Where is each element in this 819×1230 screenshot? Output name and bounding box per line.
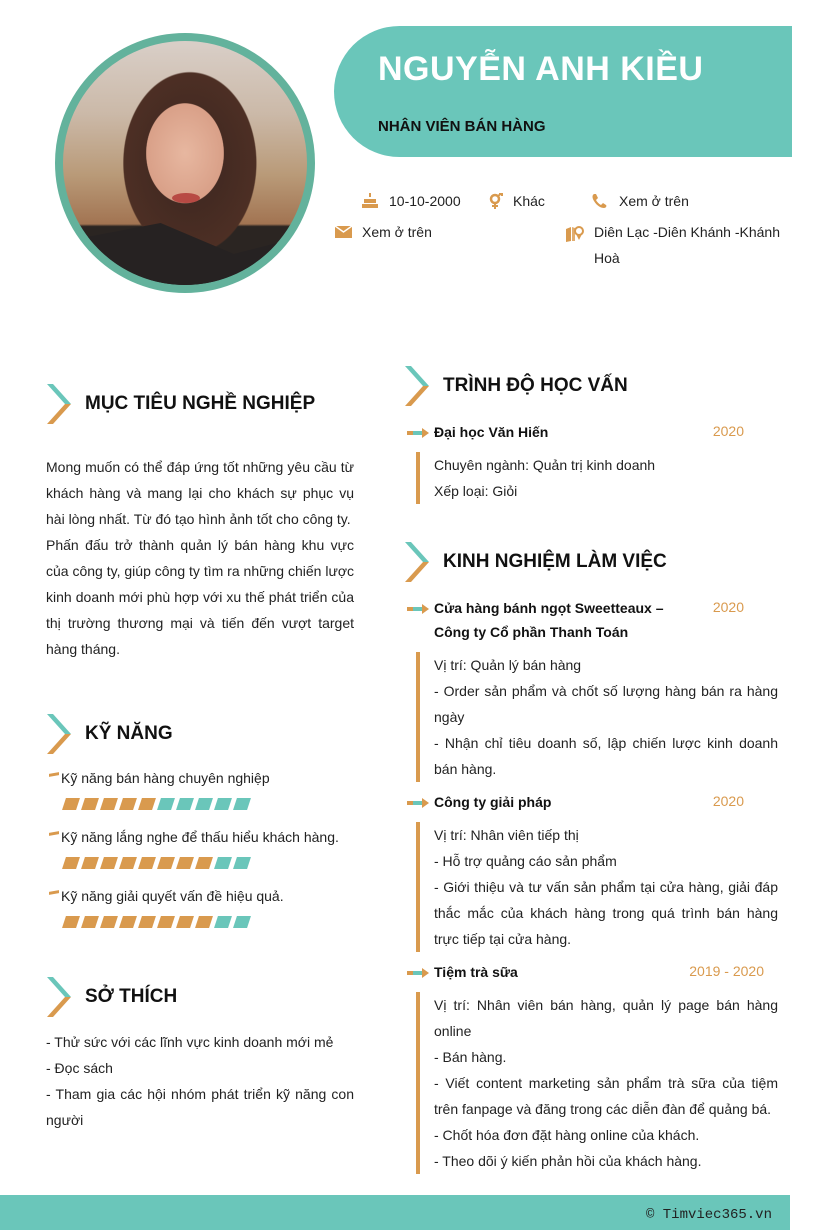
experience-detail-line: - Bán hàng. <box>434 1049 507 1065</box>
phone-icon <box>591 193 609 209</box>
skill-item <box>46 770 356 810</box>
skill-bar-segment <box>214 916 232 928</box>
chevron-right-icon <box>405 366 429 406</box>
job-title: NHÂN VIÊN BÁN HÀNG <box>378 118 546 135</box>
avatar-detail <box>172 193 200 203</box>
section-title: TRÌNH ĐỘ HỌC VẤN <box>443 375 628 396</box>
hobby-item: - Tham gia các hội nhóm phát triển kỹ năng con người <box>46 1086 354 1128</box>
section-title: KINH NGHIỆM LÀM VIỆC <box>443 551 667 572</box>
hobby-item: - Đọc sách <box>46 1060 113 1076</box>
skill-bar-segment <box>119 857 137 869</box>
skill-item <box>46 829 356 869</box>
skill-bar-segment <box>195 857 213 869</box>
skill-bar-segment <box>176 916 194 928</box>
experience-year: 2020 <box>712 793 744 809</box>
experience-year: 2020 <box>712 599 744 615</box>
avatar <box>55 33 315 293</box>
address-line-1: Diên Lạc -Diên Khánh -Khánh <box>594 224 781 240</box>
section-title: MỤC TIÊU NGHỀ NGHIỆP <box>85 393 316 414</box>
address-line-2: Hoà <box>594 250 620 266</box>
skill-bar-segment <box>138 857 156 869</box>
skill-bar-segment <box>233 916 251 928</box>
skill-rating-bar <box>64 857 356 869</box>
experience-detail-line: - Viết content marketing sản phẩm trà sữa của tiệm trên fanpage và đăng trong các diễn đàn để quảng bá. <box>434 1075 778 1117</box>
skill-bar-segment <box>176 798 194 810</box>
skill-bar-segment <box>233 857 251 869</box>
chevron-right-icon <box>47 714 71 754</box>
skill-name: Kỹ năng lắng nghe để thấu hiểu khách hàng. <box>46 829 356 845</box>
section-title: KỸ NĂNG <box>85 723 173 744</box>
skill-bar-segment <box>157 798 175 810</box>
chevron-right-icon <box>405 542 429 582</box>
skill-bar-segment <box>195 798 213 810</box>
contact-address <box>566 219 780 271</box>
skill-bar-segment <box>81 916 99 928</box>
skill-bar-segment <box>119 916 137 928</box>
experience-detail-line: Vị trí: Nhân viên bán hàng, quản lý page bán hàng online <box>434 997 778 1039</box>
experience-detail-line: - Theo dõi ý kiến phản hồi của khách hàng. <box>434 1153 702 1169</box>
experience-details <box>416 992 778 1174</box>
skill-bar-segment <box>138 916 156 928</box>
phone-value: Xem ở trên <box>619 193 689 209</box>
arrow-right-icon <box>407 428 429 438</box>
contact-birthday <box>361 193 461 209</box>
education-year: 2020 <box>712 423 744 439</box>
gender-value: Khác <box>513 193 545 209</box>
education-detail-line: Xếp loại: Giỏi <box>434 483 518 499</box>
section-heading-objective <box>47 384 315 424</box>
arrow-right-icon <box>407 798 429 808</box>
chevron-right-icon <box>47 384 71 424</box>
skill-item <box>46 888 356 928</box>
experience-details <box>416 652 778 782</box>
experience-detail-line: Vị trí: Quản lý bán hàng <box>434 657 582 673</box>
section-heading-education <box>405 366 628 406</box>
skill-name: Kỹ năng bán hàng chuyên nghiệp <box>46 770 356 786</box>
birthday-cake-icon <box>361 193 379 209</box>
copyright-text: © Timviec365.vn <box>645 1207 772 1223</box>
skill-bar-segment <box>62 916 80 928</box>
skill-bar-segment <box>62 857 80 869</box>
skill-bar-segment <box>100 916 118 928</box>
skill-bar-segment <box>214 798 232 810</box>
experience-detail-line: - Nhận chỉ tiêu doanh số, lập chiến lược kinh doanh bán hàng. <box>434 735 778 777</box>
experience-entry <box>407 793 778 952</box>
objective-paragraph: Phấn đấu trở thành quản lý bán hàng khu vực của công ty, giúp công ty tìm ra những chiến lược kinh doanh mới phù hợp với xu thế phát triển của thị trường thương mại và tiến đến vượt target hàng tháng. <box>46 537 354 657</box>
contact-email <box>335 224 432 240</box>
objective-text <box>46 454 354 662</box>
header-band <box>334 26 792 157</box>
company-name: Tiệm trà sữa <box>434 964 518 980</box>
hobby-item: - Thử sức với các lĩnh vực kinh doanh mới mẻ <box>46 1034 334 1050</box>
skill-bar-segment <box>81 798 99 810</box>
experience-entry <box>407 963 778 1174</box>
skill-bar-segment <box>157 916 175 928</box>
education-entry <box>407 424 772 504</box>
email-value: Xem ở trên <box>362 224 432 240</box>
candidate-name: NGUYỄN ANH KIỀU <box>378 50 704 88</box>
email-icon <box>335 225 352 237</box>
skill-bar-segment <box>157 857 175 869</box>
skill-bar-segment <box>100 857 118 869</box>
skill-bar-segment <box>233 798 251 810</box>
birthday-value: 10-10-2000 <box>389 193 461 209</box>
skill-bar-segment <box>214 857 232 869</box>
skill-bar-segment <box>119 798 137 810</box>
skill-rating-bar <box>64 916 356 928</box>
experience-details <box>416 822 778 952</box>
section-heading-experience <box>405 542 667 582</box>
experience-detail-line: - Giới thiệu và tư vấn sản phẩm tại cửa hàng, giải đáp thắc mắc của khách hàng trong quá trình bán hàng trực tiếp tại cửa hàng. <box>434 879 778 947</box>
skill-bar-segment <box>81 857 99 869</box>
contact-gender <box>489 193 545 209</box>
experience-entry <box>407 599 778 782</box>
experience-year: 2019 - 2020 <box>689 963 764 979</box>
section-title: SỞ THÍCH <box>85 986 178 1007</box>
experience-detail-line: - Order sản phẩm và chốt số lượng hàng bán ra hàng ngày <box>434 683 778 725</box>
footer-bar <box>0 1195 790 1230</box>
avatar-detail <box>63 223 307 285</box>
section-heading-skills <box>47 714 173 754</box>
skill-bar-segment <box>195 916 213 928</box>
education-detail-line: Chuyên ngành: Quản trị kinh doanh <box>434 457 656 473</box>
skill-bar-segment <box>176 857 194 869</box>
skill-bar-segment <box>138 798 156 810</box>
map-pin-icon <box>566 224 584 240</box>
hobbies-list <box>46 1029 354 1133</box>
arrow-right-icon <box>407 604 429 614</box>
experience-detail-line: Vị trí: Nhân viên tiếp thị <box>434 827 579 843</box>
chevron-right-icon <box>47 977 71 1017</box>
experience-detail-line: - Hỗ trợ quảng cáo sản phẩm <box>434 853 617 869</box>
company-name: Công ty giải pháp <box>434 794 552 810</box>
experience-detail-line: - Chốt hóa đơn đặt hàng online của khách. <box>434 1127 700 1143</box>
skill-bar-segment <box>62 798 80 810</box>
address-value <box>594 219 780 271</box>
school-name: Đại học Văn Hiến <box>434 424 549 440</box>
objective-paragraph: Mong muốn có thể đáp ứng tốt những yêu cầu từ khách hàng và mang lại cho khách sự phục vụ hài lòng nhất. Từ đó tạo hình ảnh tốt cho công ty. <box>46 459 354 527</box>
contact-phone <box>591 193 689 209</box>
arrow-right-icon <box>407 968 429 978</box>
gender-icon <box>489 193 503 209</box>
education-details <box>416 452 778 504</box>
section-heading-hobbies <box>47 977 177 1017</box>
skill-name: Kỹ năng giải quyết vấn đề hiệu quả. <box>46 888 356 904</box>
company-name: Cửa hàng bánh ngọt Sweetteaux – Công ty Cổ phần Thanh Toán <box>434 600 664 640</box>
skill-bar-segment <box>100 798 118 810</box>
skill-rating-bar <box>64 798 356 810</box>
